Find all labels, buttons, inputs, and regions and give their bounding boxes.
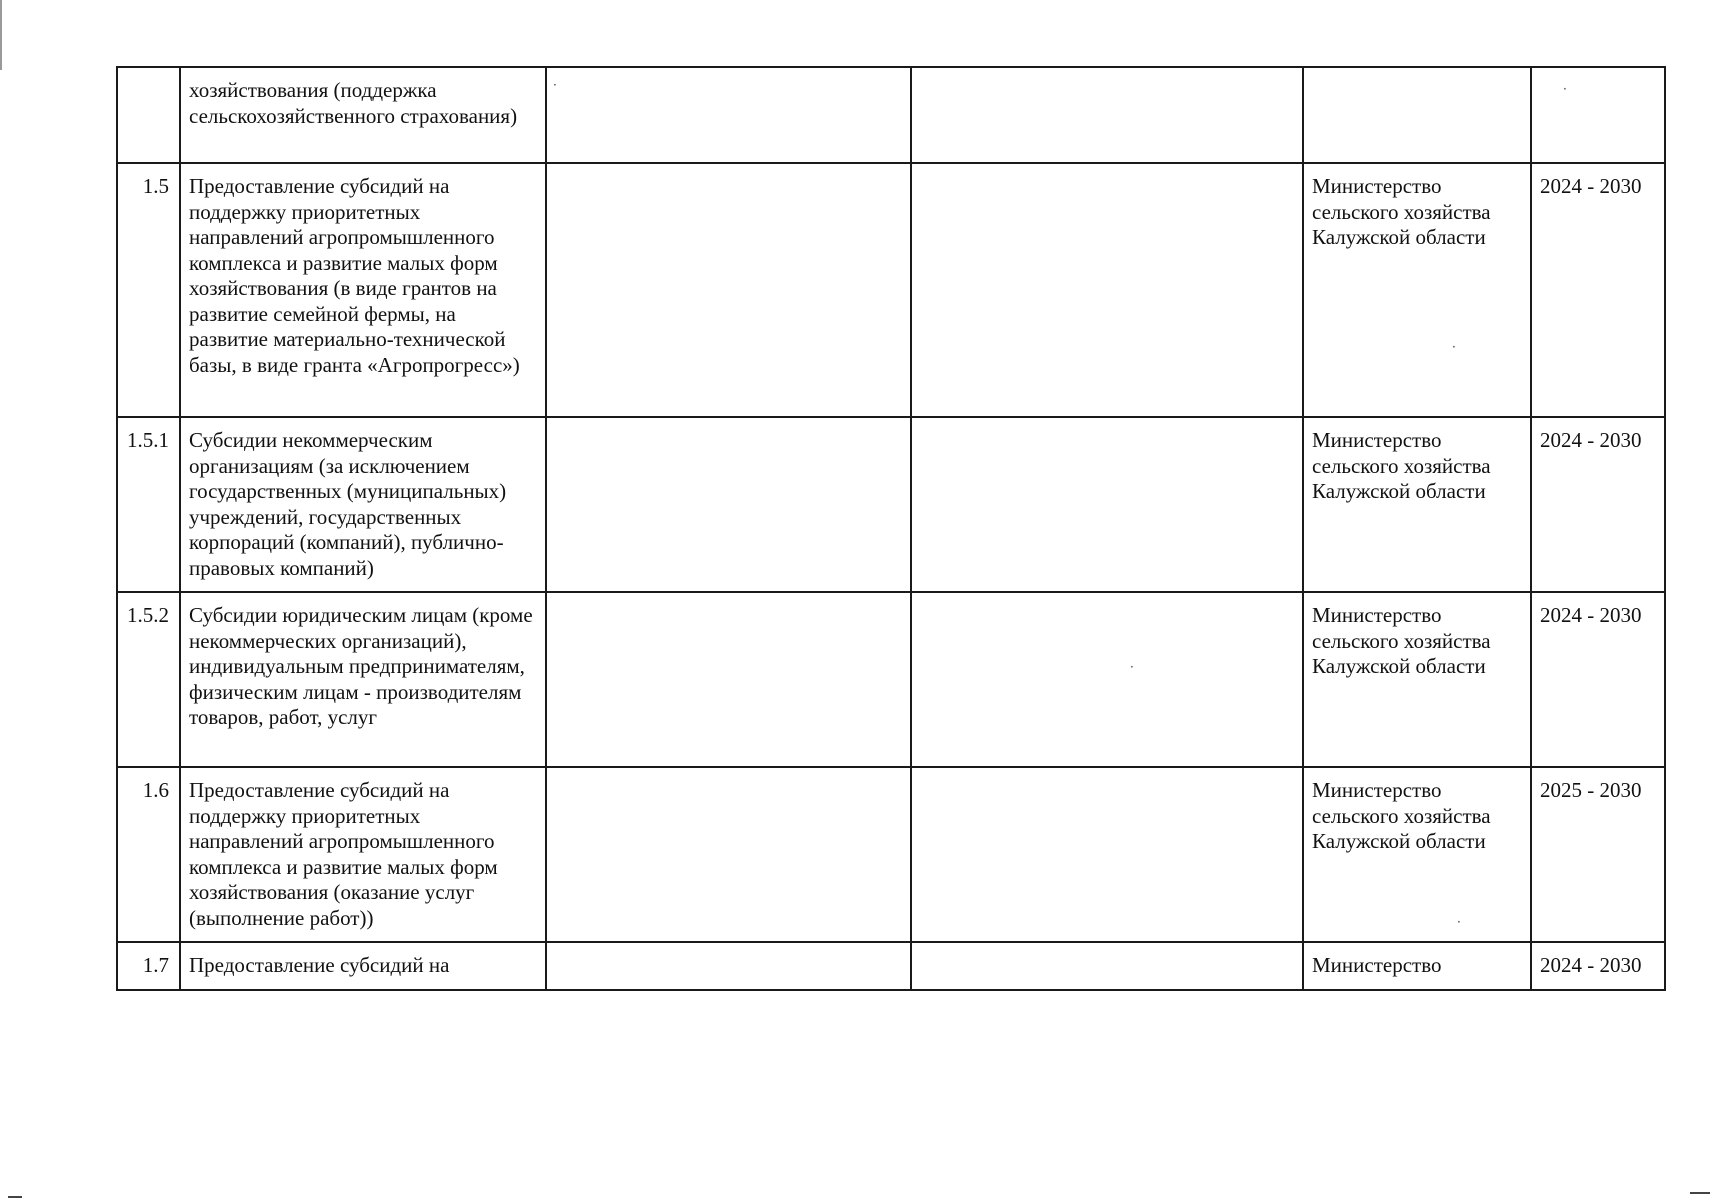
row-number: 1.5 xyxy=(117,163,180,417)
row-number: 1.5.1 xyxy=(117,417,180,592)
implementation-period xyxy=(1531,67,1665,163)
responsible-executor: Министерство xyxy=(1303,942,1531,990)
scan-mark xyxy=(8,1196,22,1198)
scan-speck: · xyxy=(1457,915,1461,929)
row-number: 1.7 xyxy=(117,942,180,990)
table-cell xyxy=(546,942,911,990)
table-cell xyxy=(546,67,911,163)
responsible-executor xyxy=(1303,67,1531,163)
table-cell xyxy=(546,163,911,417)
table-cell xyxy=(911,767,1303,942)
table-row xyxy=(117,417,1665,592)
activity-name: Субсидии некоммерческим организациям (за исключением государственных (муниципальных) учреждений, государственных корпораций (компаний), публично-правовых компаний) xyxy=(180,417,546,592)
table-row xyxy=(117,592,1665,767)
responsible-executor: Министерство сельского хозяйства Калужской области xyxy=(1303,417,1531,592)
responsible-executor: Министерство сельского хозяйства Калужской области xyxy=(1303,163,1531,417)
table-row xyxy=(117,942,1665,990)
implementation-period: 2025 - 2030 xyxy=(1531,767,1665,942)
activity-name: Предоставление субсидий на поддержку приоритетных направлений агропромышленного комплекса и развитие малых форм хозяйствования (в виде грантов на развитие семейной фермы, на развитие материально-технической базы, в виде гранта «Агропрогресс») xyxy=(180,163,546,417)
scan-speck: · xyxy=(553,78,557,92)
scan-speck: · xyxy=(1563,82,1567,96)
table-cell xyxy=(911,942,1303,990)
responsible-executor: Министерство сельского хозяйства Калужской области xyxy=(1303,592,1531,767)
responsible-executor: Министерство сельского хозяйства Калужской области xyxy=(1303,767,1531,942)
table-row xyxy=(117,767,1665,942)
implementation-period: 2024 - 2030 xyxy=(1531,592,1665,767)
table-row xyxy=(117,67,1665,163)
table-cell xyxy=(911,417,1303,592)
table-cell xyxy=(911,67,1303,163)
table-row xyxy=(117,163,1665,417)
scan-speck: · xyxy=(1452,340,1456,354)
program-activities-table xyxy=(116,66,1666,991)
row-number: 1.6 xyxy=(117,767,180,942)
activity-name: хозяйствования (поддержка сельскохозяйственного страхования) xyxy=(180,67,546,163)
activity-name: Предоставление субсидий на поддержку приоритетных направлений агропромышленного комплекса и развитие малых форм хозяйствования (оказание услуг (выполнение работ)) xyxy=(180,767,546,942)
implementation-period: 2024 - 2030 xyxy=(1531,163,1665,417)
table-cell xyxy=(911,163,1303,417)
implementation-period: 2024 - 2030 xyxy=(1531,417,1665,592)
scan-mark xyxy=(1690,1192,1710,1194)
activity-name: Субсидии юридическим лицам (кроме некоммерческих организаций), индивидуальным предпринимателям, физическим лицам - производителям товаров, работ, услуг xyxy=(180,592,546,767)
scan-edge xyxy=(0,0,2,70)
activity-name: Предоставление субсидий на xyxy=(180,942,546,990)
table-cell xyxy=(546,767,911,942)
scan-speck: · xyxy=(1130,660,1134,674)
table-cell xyxy=(911,592,1303,767)
implementation-period: 2024 - 2030 xyxy=(1531,942,1665,990)
row-number: 1.5.2 xyxy=(117,592,180,767)
table-cell xyxy=(546,417,911,592)
table-cell xyxy=(546,592,911,767)
row-number xyxy=(117,67,180,163)
